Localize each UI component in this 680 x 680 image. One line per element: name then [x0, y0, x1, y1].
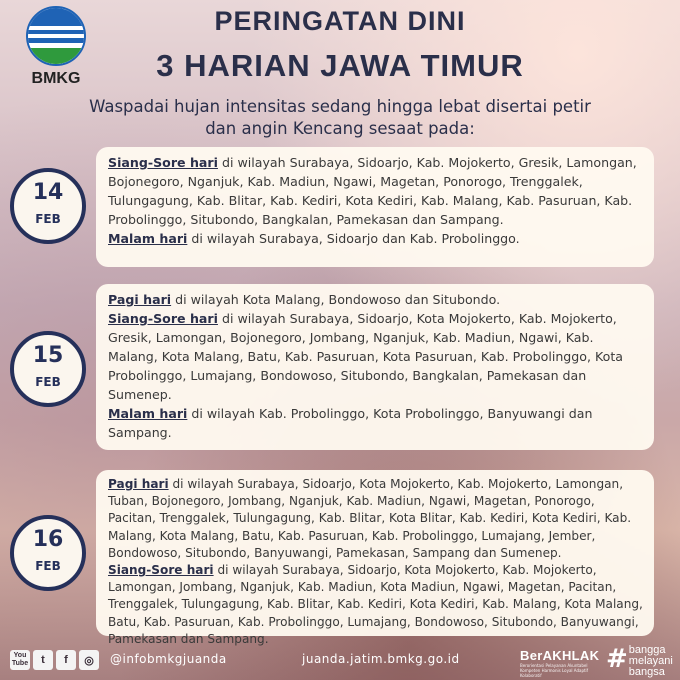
page-title-line2: 3 HARIAN JAWA TIMUR	[156, 48, 524, 83]
date-month: FEB	[35, 212, 61, 226]
forecast-segment	[108, 404, 646, 442]
bangga-word: bangga	[628, 644, 666, 656]
period-label: Siang-Sore hari	[108, 155, 218, 170]
bmkg-logo	[20, 6, 92, 90]
period-text: di wilayah Kab. Probolinggo, Kota Probolinggo, Banyuwangi dan Sampang.	[108, 406, 593, 440]
date-badge-15	[10, 331, 86, 407]
bangga-word: bangsa	[628, 666, 665, 678]
forecast-segment	[108, 562, 646, 648]
forecast-card-16	[96, 470, 654, 646]
logo-text: BMKG	[31, 70, 81, 87]
date-badge-16	[10, 515, 86, 591]
date-badge-14	[10, 168, 86, 244]
forecast-card-15	[96, 284, 654, 450]
period-text: di wilayah Kota Malang, Bondowoso dan Situbondo.	[171, 292, 501, 307]
period-label: Malam hari	[108, 406, 188, 421]
subtitle-line2: dan angin Kencang sesaat pada:	[205, 119, 475, 138]
period-text: di wilayah Surabaya, Sidoarjo, Kota Mojokerto, Kab. Mojokerto, Lamongan, Jombang, Nganjuk, Kab. Madiun, Kota Madiun, Ngawi, Magetan, Pacitan, Trenggalek, Tulungagung, Kab. Blitar, Kab. Kediri, Kota Kediri, Kab. Malang, Kota Malang, Batu, Kab. Pasuruan, Kab. Probolinggo, Lumajang, Bondowoso, Situbondo, Banyuwangi, Pamekasan dan Sampang.	[108, 563, 643, 646]
date-day: 15	[32, 343, 64, 368]
date-day: 14	[32, 180, 64, 205]
period-text: di wilayah Surabaya, Sidoarjo, Kota Mojokerto, Kab. Mojokerto, Gresik, Lamongan, Bojonegoro, Jombang, Nganjuk, Kab. Madiun, Ngawi, Kab. Malang, Kota Malang, Batu, Kab. Pasuruan, Kota Pasuruan, Kab. Probolinggo, Kota Probolinggo, Lumajang, Bondowoso, Situbondo, Bangkalan, Pamekasan dan Sumenep.	[108, 311, 624, 402]
instagram-icon[interactable]: ◎	[79, 650, 99, 670]
page-title-line1: PERINGATAN DINI	[214, 6, 466, 36]
bangga-word: melayani	[628, 655, 673, 667]
subtitle-line1: Waspadai hujan intensitas sedang hingga lebat disertai petir	[89, 97, 591, 116]
hash-icon: #	[606, 644, 628, 674]
website-link[interactable]: juanda.jatim.bmkg.go.id	[302, 652, 460, 666]
bmkg-emblem-icon	[26, 6, 86, 66]
berakhlak-text: BerAKHLAK	[520, 648, 600, 663]
forecast-segment	[108, 309, 646, 404]
twitter-icon[interactable]: t	[33, 650, 53, 670]
social-handle[interactable]: @infobmkgjuanda	[110, 652, 227, 666]
period-label: Siang-Sore hari	[108, 563, 214, 578]
youtube-icon[interactable]: You Tube	[10, 650, 30, 670]
date-day: 16	[32, 527, 64, 552]
period-label: Pagi hari	[108, 292, 172, 307]
berakhlak-logo	[520, 648, 600, 678]
period-label: Siang-Sore hari	[108, 311, 218, 326]
forecast-segment	[108, 153, 646, 229]
bangga-melayani-bangsa-logo	[606, 645, 673, 678]
period-text: di wilayah Surabaya, Sidoarjo, Kota Mojokerto, Kab. Mojokerto, Lamongan, Tuban, Bojonegoro, Jombang, Nganjuk, Kab. Madiun, Ngawi, Magetan, Ponorogo, Pacitan, Trenggalek, Tulungagung, Kab. Blitar, Kota Blitar, Kab. Kediri, Kota Kediri, Kab. Malang, Kota Malang, Batu, Kab. Pasuruan, Kab. Probolinggo, Lumajang, Jember, Bondowoso, Situbondo, Banyuwangi, Pamekasan, Sampang dan Sumenep.	[108, 477, 632, 560]
period-text: di wilayah Surabaya, Sidoarjo dan Kab. Probolinggo.	[187, 231, 520, 246]
period-text: di wilayah Surabaya, Sidoarjo, Kab. Mojokerto, Gresik, Lamongan, Bojonegoro, Nganjuk, Kab. Madiun, Ngawi, Magetan, Ponorogo, Trenggalek, Tulungagung, Kab. Blitar, Kab. Kediri, Kota Kediri, Kab. Malang, Kab. Pasuruan, Kab. Probolinggo, Situbondo, Bangkalan, Pamekasan dan Sampang.	[108, 155, 637, 227]
forecast-segment	[108, 290, 646, 309]
forecast-segment	[108, 476, 646, 562]
social-icons	[10, 650, 99, 670]
forecast-card-14	[96, 147, 654, 267]
berakhlak-tagline: Berorientasi Pelayanan Akuntabel Kompeten Harmonis Loyal Adaptif Kolaboratif	[520, 663, 589, 678]
date-month: FEB	[35, 559, 61, 573]
facebook-icon[interactable]: f	[56, 650, 76, 670]
period-label: Pagi hari	[108, 477, 169, 491]
period-label: Malam hari	[108, 231, 188, 246]
forecast-segment	[108, 229, 646, 248]
date-month: FEB	[35, 375, 61, 389]
footer	[0, 642, 680, 680]
